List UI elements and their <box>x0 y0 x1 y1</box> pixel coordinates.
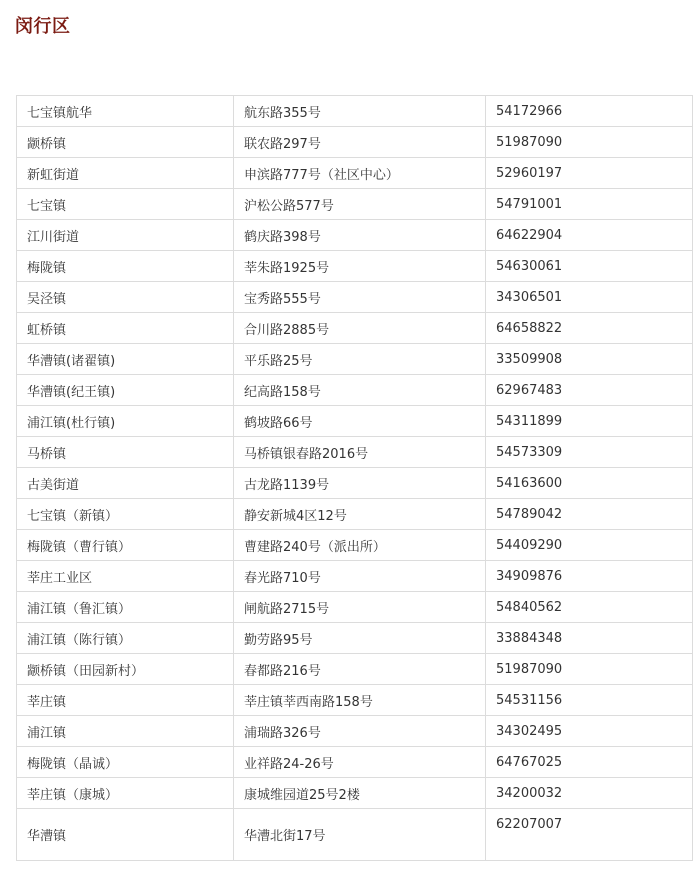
address-cell: 沪松公路577号 <box>234 189 486 220</box>
area-cell: 浦江镇 <box>17 716 234 747</box>
phone-cell: 54840562 <box>486 592 693 623</box>
area-cell: 华漕镇(诸翟镇) <box>17 344 234 375</box>
area-cell: 浦江镇（鲁汇镇） <box>17 592 234 623</box>
area-cell: 七宝镇航华 <box>17 96 234 127</box>
table-row <box>17 530 693 561</box>
phone-cell: 54791001 <box>486 189 693 220</box>
address-cell: 业祥路24-26号 <box>234 747 486 778</box>
address-cell: 莘庄镇莘西南路158号 <box>234 685 486 716</box>
address-cell: 申滨路777号（社区中心） <box>234 158 486 189</box>
table-row <box>17 96 693 127</box>
table-row <box>17 282 693 313</box>
table-row <box>17 313 693 344</box>
table-row <box>17 189 693 220</box>
address-cell: 合川路2885号 <box>234 313 486 344</box>
area-cell: 浦江镇（陈行镇） <box>17 623 234 654</box>
address-cell: 曹建路240号（派出所） <box>234 530 486 561</box>
phone-cell: 54163600 <box>486 468 693 499</box>
area-cell: 梅陇镇（曹行镇） <box>17 530 234 561</box>
area-cell: 古美街道 <box>17 468 234 499</box>
address-cell: 康城维园道25号2楼 <box>234 778 486 809</box>
address-cell: 勤劳路95号 <box>234 623 486 654</box>
phone-cell: 64658822 <box>486 313 693 344</box>
table-row <box>17 344 693 375</box>
phone-cell: 34302495 <box>486 716 693 747</box>
table-row <box>17 220 693 251</box>
area-cell: 颛桥镇（田园新村） <box>17 654 234 685</box>
phone-cell: 34306501 <box>486 282 693 313</box>
phone-cell: 62967483 <box>486 375 693 406</box>
table-row <box>17 158 693 189</box>
phone-cell: 34909876 <box>486 561 693 592</box>
table-row <box>17 437 693 468</box>
phone-cell: 51987090 <box>486 127 693 158</box>
area-cell: 梅陇镇 <box>17 251 234 282</box>
table-row <box>17 654 693 685</box>
directory-table <box>16 95 693 861</box>
phone-cell: 34200032 <box>486 778 693 809</box>
area-cell: 吴泾镇 <box>17 282 234 313</box>
directory-table-body <box>17 96 693 861</box>
phone-cell: 52960197 <box>486 158 693 189</box>
address-cell: 鹤庆路398号 <box>234 220 486 251</box>
phone-cell: 33509908 <box>486 344 693 375</box>
phone-cell: 54409290 <box>486 530 693 561</box>
phone-cell: 64767025 <box>486 747 693 778</box>
area-cell: 莘庄工业区 <box>17 561 234 592</box>
address-cell: 春光路710号 <box>234 561 486 592</box>
address-cell: 联农路297号 <box>234 127 486 158</box>
area-cell: 虹桥镇 <box>17 313 234 344</box>
address-cell: 平乐路25号 <box>234 344 486 375</box>
table-row <box>17 685 693 716</box>
address-cell: 鹤坡路66号 <box>234 406 486 437</box>
area-cell: 马桥镇 <box>17 437 234 468</box>
table-row <box>17 778 693 809</box>
table-row <box>17 375 693 406</box>
phone-cell: 33884348 <box>486 623 693 654</box>
address-cell: 华漕北街17号 <box>234 809 486 861</box>
address-cell: 闸航路2715号 <box>234 592 486 623</box>
area-cell: 七宝镇 <box>17 189 234 220</box>
phone-cell: 62207007 <box>486 809 693 861</box>
table-row <box>17 251 693 282</box>
address-cell: 静安新城4区12号 <box>234 499 486 530</box>
area-cell: 新虹街道 <box>17 158 234 189</box>
table-row <box>17 499 693 530</box>
table-row <box>17 747 693 778</box>
address-cell: 宝秀路555号 <box>234 282 486 313</box>
address-cell: 马桥镇银春路2016号 <box>234 437 486 468</box>
table-row <box>17 716 693 747</box>
area-cell: 莘庄镇（康城） <box>17 778 234 809</box>
table-row <box>17 809 693 861</box>
phone-cell: 54172966 <box>486 96 693 127</box>
phone-cell: 54531156 <box>486 685 693 716</box>
table-row <box>17 561 693 592</box>
phone-cell: 51987090 <box>486 654 693 685</box>
page-title: 闵行区 <box>15 16 71 37</box>
area-cell: 颛桥镇 <box>17 127 234 158</box>
phone-cell: 54311899 <box>486 406 693 437</box>
phone-cell: 54789042 <box>486 499 693 530</box>
address-cell: 纪高路158号 <box>234 375 486 406</box>
area-cell: 梅陇镇（晶诚） <box>17 747 234 778</box>
address-cell: 古龙路1139号 <box>234 468 486 499</box>
area-cell: 莘庄镇 <box>17 685 234 716</box>
address-cell: 莘朱路1925号 <box>234 251 486 282</box>
phone-cell: 54630061 <box>486 251 693 282</box>
area-cell: 七宝镇（新镇） <box>17 499 234 530</box>
phone-cell: 54573309 <box>486 437 693 468</box>
phone-cell: 64622904 <box>486 220 693 251</box>
area-cell: 华漕镇 <box>17 809 234 861</box>
table-row <box>17 468 693 499</box>
area-cell: 浦江镇(杜行镇) <box>17 406 234 437</box>
area-cell: 华漕镇(纪王镇) <box>17 375 234 406</box>
address-cell: 春都路216号 <box>234 654 486 685</box>
table-row <box>17 127 693 158</box>
table-row <box>17 406 693 437</box>
address-cell: 航东路355号 <box>234 96 486 127</box>
table-row <box>17 623 693 654</box>
address-cell: 浦瑞路326号 <box>234 716 486 747</box>
area-cell: 江川街道 <box>17 220 234 251</box>
table-row <box>17 592 693 623</box>
